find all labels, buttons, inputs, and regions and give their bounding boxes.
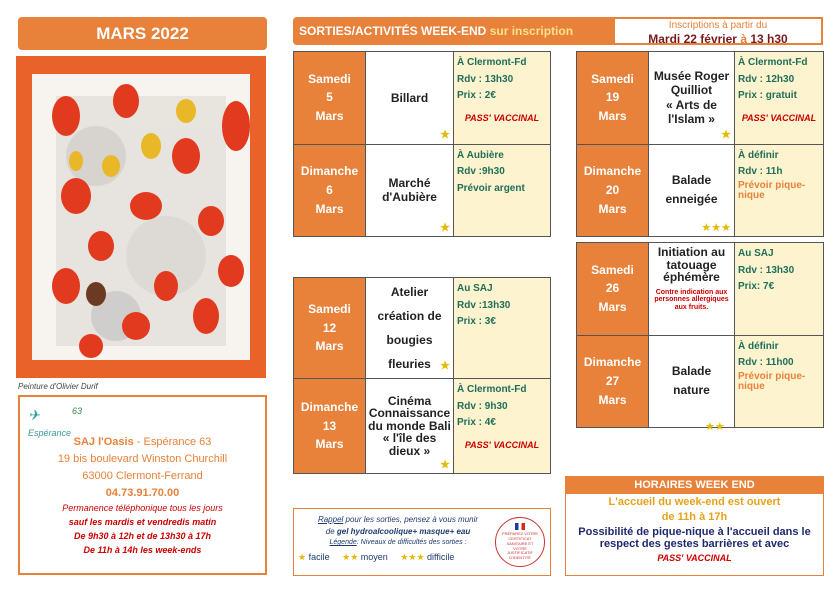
reminder-line1: Rappel pour les sorties, pensez à vous munir	[317, 515, 479, 524]
day-label: Samedi 19 Mars	[577, 52, 649, 144]
day-row-sun-6	[294, 144, 550, 237]
address-line2: 63000 Clermont-Ferrand	[82, 470, 203, 483]
activity-balade-enneigee: Balade enneigée ★★★	[649, 145, 735, 237]
difficulty-stars: ★	[440, 221, 450, 234]
difficulty-stars: ★	[440, 360, 450, 372]
perm-line4: De 11h à 14h les week-ends	[83, 545, 202, 555]
activity-billard: Billard ★	[366, 52, 454, 144]
day-label: Samedi 26 Mars	[577, 243, 649, 335]
logo-text: Espérance	[28, 427, 72, 438]
activity-balade-nature: Balade nature	[649, 336, 735, 428]
activity-info: À définir Rdv : 11h Prévoir pique-nique	[735, 145, 823, 237]
activity-cinema: Cinéma Connaissance du monde Bali « l'île des dieux » ★	[366, 379, 454, 473]
org-name: SAJ l'Oasis - Espérance 63	[73, 436, 212, 448]
calendar-week-19-20	[576, 51, 824, 237]
activity-info: À Clermont-Fd Rdv : 12h30 Prix : gratuit PASS' VACCINAL	[735, 52, 823, 144]
difficulty-stars: ★★★	[701, 221, 731, 234]
perm-line1: Permanence téléphonique tous les jours	[62, 503, 223, 514]
day-row-sun-20	[577, 144, 823, 237]
inscription-time: 13 h30	[750, 32, 788, 46]
activity-info: À Aubière Rdv :9h30 Prévoir argent	[454, 145, 550, 237]
hours-line1: L'accueil du week-end est ouvert	[608, 496, 781, 508]
legend-row: ★ facile ★★ moyen ★★★ difficile	[298, 551, 455, 562]
day-row-sat-19	[577, 52, 823, 144]
inscription-a: à	[740, 32, 748, 46]
logo	[28, 405, 88, 438]
activity-info: À Clermont-Fd Rdv : 9h30 Prix : 4€ PASS' VACCINAL	[454, 379, 550, 473]
painting-svg	[16, 56, 266, 378]
activity-musee: Musée Roger Quilliot « Arts de l'Islam » ★	[649, 52, 735, 144]
hours-line2: de 11h à 17h	[661, 511, 728, 523]
inscription-box	[613, 17, 823, 45]
hours-line3: Possibilité de pique-nique à l'accueil dans le respect des gestes barrières et avec	[578, 526, 811, 551]
activity-info: Au SAJ Rdv : 13h30 Prix: 7€	[735, 243, 823, 335]
difficulty-stars: ★	[440, 129, 450, 142]
activity-info: À définir Rdv : 11h00 Prévoir pique-nique	[735, 336, 823, 428]
day-label: Dimanche 6 Mars	[294, 145, 366, 237]
day-label: Dimanche 13 Mars	[294, 379, 366, 473]
calendar-week-5-6	[293, 51, 551, 237]
difficulty-stars: ★	[440, 459, 450, 472]
activities-title: SORTIES/ACTIVITÉS WEEK-END	[299, 24, 487, 38]
address-line1: 19 bis boulevard Winston Churchill	[57, 453, 228, 466]
activity-info: À Clermont-Fd Rdv : 13h30 Prix : 2€ PASS' VACCINAL	[454, 52, 550, 144]
day-row-sat-26	[577, 243, 823, 335]
activity-tatouage: Initiation au tatouage éphémère Contre indication aux personnes allergiques aux fruits.	[649, 243, 735, 335]
day-label: Dimanche 20 Mars	[577, 145, 649, 237]
phone[interactable]: 04.73.91.70.00	[105, 487, 180, 500]
day-label: Samedi 5 Mars	[294, 52, 366, 144]
painting-caption: Peinture d'Olivier Durif	[18, 382, 98, 391]
flag-icon	[515, 523, 525, 530]
day-row-sat-5	[294, 52, 550, 144]
activity-marche: Marché d'Aubière ★	[366, 145, 454, 237]
difficulty-stars-27: ★★	[705, 421, 725, 433]
perm-line3: De 9h30 à 12h et de 13h30 à 17h	[73, 531, 212, 542]
reminder-box	[293, 508, 551, 576]
inscription-line2	[615, 32, 821, 46]
health-pass-badge: PRÉPAREZ VOTRE CERTIFICAT SANITAIRE ET VOTRE JUSTIFICATIF D'IDENTITÉ	[495, 517, 545, 567]
reminder-line2: de gel hydroalcoolique+ masque+ eau	[325, 527, 471, 536]
painting-image	[16, 56, 266, 378]
perm-line2: sauf les mardis et vendredis matin	[68, 517, 217, 528]
activity-atelier-bougies: Atelier création de bougies fleuries ★	[366, 278, 454, 378]
hours-box	[565, 476, 824, 576]
activities-suffix: sur inscription	[489, 24, 574, 38]
hours-title: HORAIRES WEEK END	[566, 477, 823, 494]
contact-box	[18, 395, 267, 575]
day-row-sun-13	[294, 378, 550, 473]
inscription-line1: Inscriptions à partir du	[668, 20, 768, 31]
activities-header	[293, 17, 613, 45]
day-row-sat-12	[294, 278, 550, 378]
calendar-week-12-13	[293, 277, 551, 474]
day-label: Dimanche 27 Mars	[577, 336, 649, 428]
hours-pass: PASS' VACCINAL	[657, 553, 732, 564]
logo-num: 63	[72, 406, 83, 416]
difficulty-stars: ★	[721, 129, 731, 142]
day-row-sun-27	[577, 335, 823, 428]
inscription-date: Mardi 22 février	[648, 32, 737, 46]
allergy-note: Contre indication aux personnes allergiques aux fruits.	[654, 288, 729, 312]
activity-info: Au SAJ Rdv :13h30 Prix : 3€	[454, 278, 550, 378]
bird-icon: ✈	[28, 407, 40, 423]
day-label: Samedi 12 Mars	[294, 278, 366, 378]
legend-label: Légende: Niveaux de difficultés des sorties :	[329, 539, 467, 546]
calendar-week-26-27	[576, 242, 824, 428]
month-title: MARS 2022	[18, 17, 267, 50]
